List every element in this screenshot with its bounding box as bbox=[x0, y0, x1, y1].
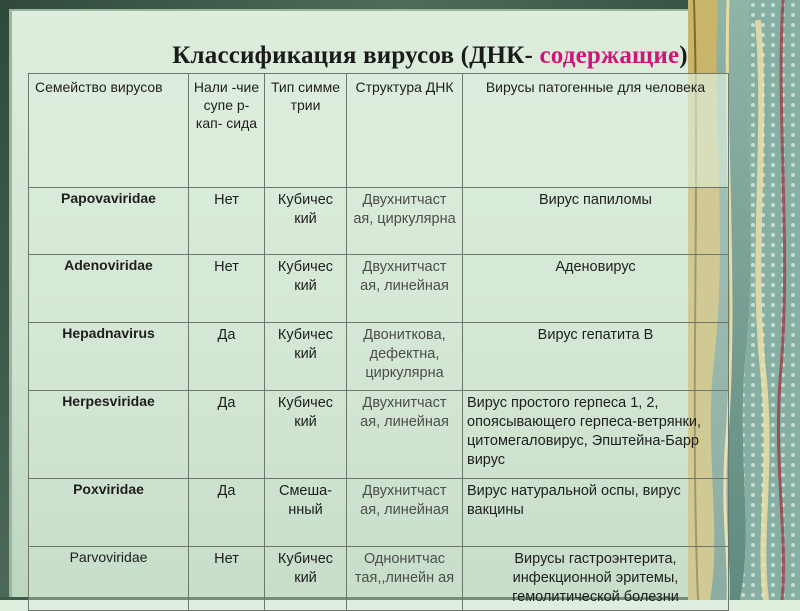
cell-family: Herpesviridae bbox=[29, 391, 189, 479]
header-symmetry: Тип симме трии bbox=[265, 74, 347, 188]
table-row bbox=[29, 547, 729, 611]
header-dna-structure: Структура ДНК bbox=[347, 74, 463, 188]
virus-classification-table bbox=[28, 73, 729, 611]
table-row bbox=[29, 188, 729, 255]
cell-symmetry: Кубичес кий bbox=[265, 547, 347, 611]
cell-viruses: Вирус простого герпеса 1, 2, опоясывающего герпеса-ветрянки, цитомегаловирус, Эпштейна-Барр вирус bbox=[463, 391, 729, 479]
table-row bbox=[29, 323, 729, 391]
cell-viruses: Вирус натуральной оспы, вирус вакцины bbox=[463, 479, 729, 547]
table-header-row bbox=[29, 74, 729, 188]
header-supercapsid: Нали -чие супе р- кап- сида bbox=[189, 74, 265, 188]
cell-dna: Однонитчас тая,,линейн ая bbox=[347, 547, 463, 611]
cell-symmetry: Кубичес кий bbox=[265, 255, 347, 323]
cell-family: Parvoviridae bbox=[29, 547, 189, 611]
cell-supercapsid: Да bbox=[189, 323, 265, 391]
title-main: Классификация вирусов (ДНК- bbox=[172, 42, 540, 69]
cell-dna: Двухнитчаст ая, линейная bbox=[347, 479, 463, 547]
cell-symmetry: Кубичес кий bbox=[265, 188, 347, 255]
cell-dna: Двухнитчаст ая, линейная bbox=[347, 391, 463, 479]
slide-frame-left bbox=[0, 0, 9, 600]
cell-symmetry: Смеша- нный bbox=[265, 479, 347, 547]
cell-viruses: Аденовирус bbox=[463, 255, 729, 323]
slide-frame-top-inner bbox=[9, 9, 690, 11]
slide-frame-left-inner bbox=[9, 9, 12, 600]
cell-family: Papovaviridae bbox=[29, 188, 189, 255]
cell-viruses: Вирус гепатита В bbox=[463, 323, 729, 391]
cell-symmetry: Кубичес кий bbox=[265, 323, 347, 391]
table-row bbox=[29, 479, 729, 547]
cell-supercapsid: Да bbox=[189, 391, 265, 479]
title-highlight: содержащие bbox=[539, 42, 680, 69]
header-family: Семейство вирусов bbox=[29, 74, 189, 188]
cell-dna: Двухнитчаст ая, линейная bbox=[347, 255, 463, 323]
header-pathogenic-viruses: Вирусы патогенные для человека bbox=[463, 74, 729, 188]
cell-viruses: Вирусы гастроэнтерита, инфекционной эритемы, гемолитической болезни bbox=[463, 547, 729, 611]
cell-family: Poxviridae bbox=[29, 479, 189, 547]
cell-dna: Двухнитчаст ая, циркулярна bbox=[347, 188, 463, 255]
page-title bbox=[0, 42, 800, 70]
title-end: ) bbox=[679, 42, 688, 69]
cell-symmetry: Кубичес кий bbox=[265, 391, 347, 479]
table-row bbox=[29, 255, 729, 323]
cell-family: Adenoviridae bbox=[29, 255, 189, 323]
cell-viruses: Вирус папиломы bbox=[463, 188, 729, 255]
slide-frame-top bbox=[0, 0, 800, 9]
cell-dna: Двониткова, дефектна, циркулярна bbox=[347, 323, 463, 391]
cell-supercapsid: Нет bbox=[189, 188, 265, 255]
cell-family: Hepadnavirus bbox=[29, 323, 189, 391]
table-row bbox=[29, 391, 729, 479]
cell-supercapsid: Нет bbox=[189, 547, 265, 611]
cell-supercapsid: Нет bbox=[189, 255, 265, 323]
cell-supercapsid: Да bbox=[189, 479, 265, 547]
